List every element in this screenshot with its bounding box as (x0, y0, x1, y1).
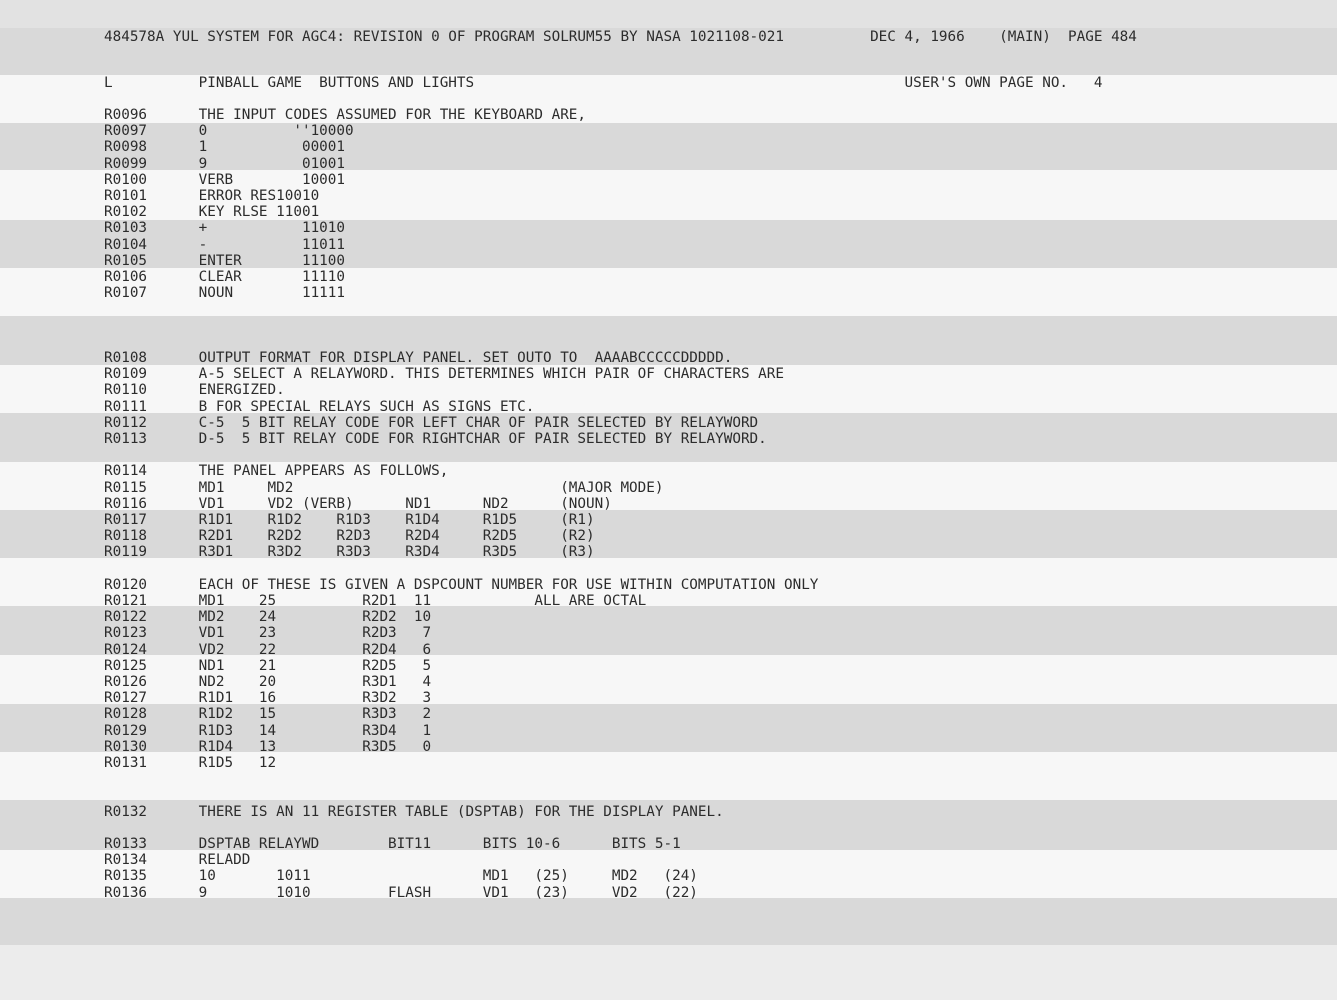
listing-line: R0114 THE PANEL APPEARS AS FOLLOWS, (104, 463, 449, 480)
listing-line: R0116 VD1 VD2 (VERB) ND1 ND2 (NOUN) (104, 495, 612, 512)
page-subheader: L PINBALL GAME BUTTONS AND LIGHTS USER'S OWN PAGE NO. 4 (104, 75, 1103, 91)
listing-line: R0101 ERROR RES10010 (104, 188, 320, 204)
listing-line: R0119 R3D1 R3D2 R3D3 R3D4 R3D5 (R3) (104, 544, 595, 561)
listing-line: R0109 A-5 SELECT A RELAYWORD. THIS DETERMINES WHICH PAIR OF CHARACTERS ARE (104, 366, 784, 383)
listing-line: R0130 R1D4 13 R3D5 0 (104, 738, 432, 755)
listing-line: R0098 1 00001 (104, 139, 346, 156)
listing-line: R0134 RELADD (104, 852, 251, 869)
listing-line: R0108 OUTPUT FORMAT FOR DISPLAY PANEL. SET OUTO TO AAAABCCCCCDDDDD. (104, 350, 733, 366)
listing-line: R0097 0 ''10000 (104, 123, 354, 140)
listing-line: R0128 R1D2 15 R3D3 2 (104, 706, 432, 723)
listing-line: R0118 R2D1 R2D2 R2D3 R2D4 R2D5 (R2) (104, 528, 595, 545)
listing-line: R0122 MD2 24 R2D2 10 (104, 609, 432, 626)
listing-line: R0124 VD2 22 R2D4 6 (104, 641, 432, 658)
listing-line: R0129 R1D3 14 R3D4 1 (104, 722, 432, 739)
listing-line: R0133 DSPTAB RELAYWD BIT11 BITS 10-6 BITS 5-1 (104, 836, 681, 852)
listing-line: R0121 MD1 25 R2D1 11 ALL ARE OCTAL (104, 593, 647, 609)
listing-line: R0096 THE INPUT CODES ASSUMED FOR THE KEYBOARD ARE, (104, 107, 587, 123)
listing-line: R0126 ND2 20 R3D1 4 (104, 674, 432, 690)
listing-line: R0099 9 01001 (104, 155, 346, 172)
listing-line: R0127 R1D1 16 R3D2 3 (104, 690, 432, 707)
listing-line: R0103 + 11010 (104, 220, 346, 237)
listing-line: R0102 KEY RLSE 11001 (104, 204, 320, 221)
listing-line: R0100 VERB 10001 (104, 171, 346, 188)
listing-line: R0132 THERE IS AN 11 REGISTER TABLE (DSPTAB) FOR THE DISPLAY PANEL. (104, 803, 724, 820)
listing-line: R0104 - 11011 (104, 236, 346, 253)
listing-line: R0115 MD1 MD2 (MAJOR MODE) (104, 479, 664, 496)
listing-line: R0120 EACH OF THESE IS GIVEN A DSPCOUNT NUMBER FOR USE WITHIN COMPUTATION ONLY (104, 576, 819, 593)
listing-line: R0125 ND1 21 R2D5 5 (104, 657, 432, 674)
listing-line: R0107 NOUN 11111 (104, 285, 346, 302)
listing-line: R0136 9 1010 FLASH VD1 (23) VD2 (22) (104, 884, 698, 901)
listing-line: R0131 R1D5 12 (104, 755, 277, 771)
listing-line: R0113 D-5 5 BIT RELAY CODE FOR RIGHTCHAR OF PAIR SELECTED BY RELAYWORD. (104, 431, 767, 447)
listing-line: R0111 B FOR SPECIAL RELAYS SUCH AS SIGNS ETC. (104, 398, 535, 415)
listing-line: R0105 ENTER 11100 (104, 252, 346, 269)
listing-line: R0123 VD1 23 R2D3 7 (104, 625, 432, 642)
listing-line: R0112 C-5 5 BIT RELAY CODE FOR LEFT CHAR OF PAIR SELECTED BY RELAYWORD (104, 414, 759, 431)
listing-line: R0135 10 1011 MD1 (25) MD2 (24) (104, 868, 698, 885)
page-header: 484578A YUL SYSTEM FOR AGC4: REVISION 0 OF PROGRAM SOLRUM55 BY NASA 1021108-021 DEC 4, 1966 (MAIN) PAGE 484 (104, 29, 1137, 45)
listing-line: R0106 CLEAR 11110 (104, 269, 346, 285)
listing-line: R0117 R1D1 R1D2 R1D3 R1D4 R1D5 (R1) (104, 512, 595, 528)
listing-line: R0110 ENERGIZED. (104, 382, 285, 399)
